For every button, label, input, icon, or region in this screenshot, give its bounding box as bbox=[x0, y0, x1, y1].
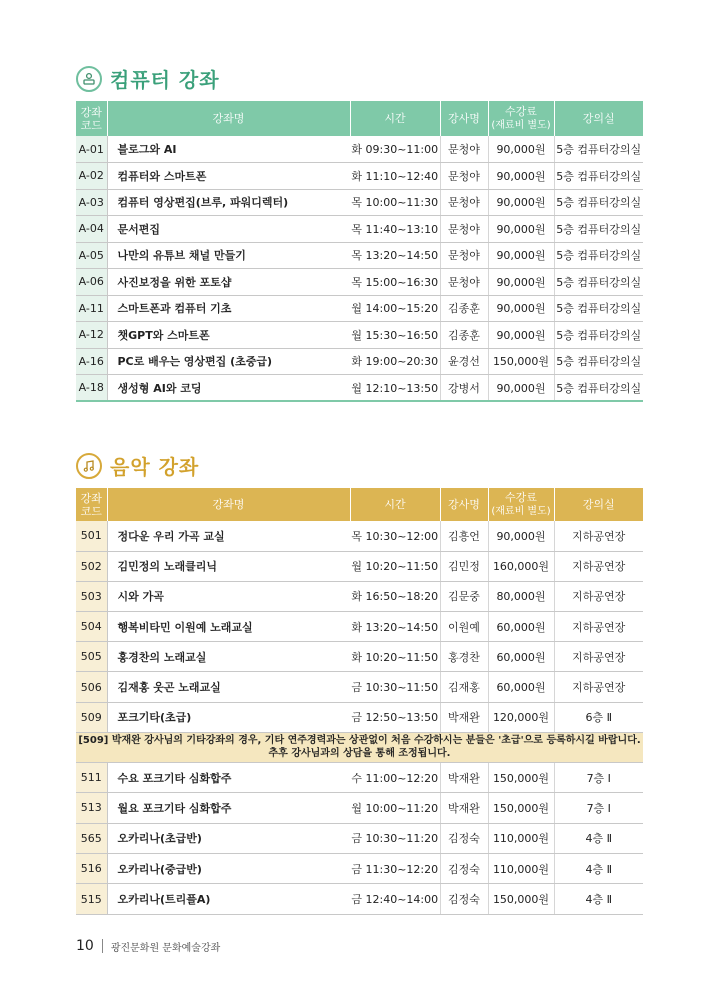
table-row bbox=[76, 189, 643, 216]
course-name: 스마트폰과 컴퓨터 기초 bbox=[107, 295, 350, 322]
course-time: 화 10:20~11:50 bbox=[350, 642, 440, 672]
course-room: 5층 컴퓨터강의실 bbox=[554, 375, 643, 402]
course-fee: 90,000원 bbox=[488, 189, 554, 216]
course-fee: 150,000원 bbox=[488, 762, 554, 792]
table-row bbox=[76, 295, 643, 322]
course-fee: 90,000원 bbox=[488, 322, 554, 349]
table-row bbox=[76, 269, 643, 296]
course-instructor: 이원예 bbox=[440, 612, 488, 642]
course-fee: 150,000원 bbox=[488, 348, 554, 375]
course-instructor: 김흥언 bbox=[440, 521, 488, 551]
course-name: 월요 포크기타 심화합주 bbox=[107, 793, 350, 823]
table-row bbox=[76, 216, 643, 243]
course-room: 5층 컴퓨터강의실 bbox=[554, 242, 643, 269]
table-row bbox=[76, 823, 643, 853]
course-code: A-18 bbox=[76, 375, 107, 402]
course-time: 화 13:20~14:50 bbox=[350, 612, 440, 642]
course-fee: 90,000원 bbox=[488, 216, 554, 243]
header-name: 강좌명 bbox=[107, 488, 350, 521]
table-row bbox=[76, 853, 643, 883]
course-fee: 90,000원 bbox=[488, 163, 554, 190]
course-room: 지하공연장 bbox=[554, 581, 643, 611]
course-room: 4층 Ⅱ bbox=[554, 823, 643, 853]
course-code: A-11 bbox=[76, 295, 107, 322]
table-row bbox=[76, 884, 643, 914]
course-name: 블로그와 AI bbox=[107, 136, 350, 163]
course-room: 지하공연장 bbox=[554, 642, 643, 672]
course-fee: 90,000원 bbox=[488, 521, 554, 551]
course-instructor: 김정숙 bbox=[440, 853, 488, 883]
music-course-table bbox=[76, 488, 643, 915]
course-time: 화 19:00~20:30 bbox=[350, 348, 440, 375]
header-instructor: 강사명 bbox=[440, 101, 488, 136]
course-room: 5층 컴퓨터강의실 bbox=[554, 269, 643, 296]
course-room: 지하공연장 bbox=[554, 612, 643, 642]
course-instructor: 박재완 bbox=[440, 762, 488, 792]
course-room: 5층 컴퓨터강의실 bbox=[554, 136, 643, 163]
course-room: 5층 컴퓨터강의실 bbox=[554, 295, 643, 322]
course-room: 4층 Ⅱ bbox=[554, 853, 643, 883]
course-fee: 90,000원 bbox=[488, 136, 554, 163]
computer-section-title: 컴퓨터 강좌 bbox=[110, 68, 220, 92]
course-time: 목 10:30~12:00 bbox=[350, 521, 440, 551]
note-text bbox=[76, 732, 643, 762]
course-code: 501 bbox=[76, 521, 107, 551]
course-name: 수요 포크기타 심화합주 bbox=[107, 762, 350, 792]
course-time: 화 11:10~12:40 bbox=[350, 163, 440, 190]
course-fee: 160,000원 bbox=[488, 551, 554, 581]
course-fee: 90,000원 bbox=[488, 242, 554, 269]
course-code: 515 bbox=[76, 884, 107, 914]
table-row bbox=[76, 702, 643, 732]
footer-divider bbox=[102, 939, 103, 953]
header-time: 시간 bbox=[350, 101, 440, 136]
course-name: 오카리나(초급반) bbox=[107, 823, 350, 853]
course-code: A-05 bbox=[76, 242, 107, 269]
table-row bbox=[76, 375, 643, 402]
table-header-row bbox=[76, 488, 643, 521]
course-time: 목 11:40~13:10 bbox=[350, 216, 440, 243]
course-time: 월 10:20~11:50 bbox=[350, 551, 440, 581]
course-instructor: 문청야 bbox=[440, 269, 488, 296]
course-room: 6층 Ⅱ bbox=[554, 702, 643, 732]
course-fee: 60,000원 bbox=[488, 672, 554, 702]
course-instructor: 김문중 bbox=[440, 581, 488, 611]
header-code: 강좌 코드 bbox=[76, 488, 107, 521]
course-fee: 60,000원 bbox=[488, 612, 554, 642]
course-room: 5층 컴퓨터강의실 bbox=[554, 322, 643, 349]
course-fee: 150,000원 bbox=[488, 793, 554, 823]
course-fee: 150,000원 bbox=[488, 884, 554, 914]
course-fee: 110,000원 bbox=[488, 853, 554, 883]
course-instructor: 문청야 bbox=[440, 136, 488, 163]
table-row bbox=[76, 136, 643, 163]
guitar-registration-note bbox=[76, 732, 643, 762]
course-code: 503 bbox=[76, 581, 107, 611]
course-name: 사진보정을 위한 포토샵 bbox=[107, 269, 350, 296]
course-room: 지하공연장 bbox=[554, 672, 643, 702]
course-instructor: 김재홍 bbox=[440, 672, 488, 702]
course-code: 505 bbox=[76, 642, 107, 672]
course-code: A-03 bbox=[76, 189, 107, 216]
course-room: 7층 Ⅰ bbox=[554, 793, 643, 823]
course-code: A-16 bbox=[76, 348, 107, 375]
person-at-computer-icon bbox=[76, 66, 102, 92]
table-row bbox=[76, 642, 643, 672]
course-name: 문서편집 bbox=[107, 216, 350, 243]
course-time: 금 11:30~12:20 bbox=[350, 853, 440, 883]
course-code: A-02 bbox=[76, 163, 107, 190]
header-code: 강좌 코드 bbox=[76, 101, 107, 136]
course-name: 컴퓨터 영상편집(브루, 파워디렉터) bbox=[107, 189, 350, 216]
table-row bbox=[76, 521, 643, 551]
footer-label: 광진문화원 문화예술강좌 bbox=[110, 942, 221, 954]
computer-section-header bbox=[76, 64, 220, 93]
course-time: 월 14:00~15:20 bbox=[350, 295, 440, 322]
course-room: 5층 컴퓨터강의실 bbox=[554, 216, 643, 243]
course-name: 챗GPT와 스마트폰 bbox=[107, 322, 350, 349]
course-time: 목 13:20~14:50 bbox=[350, 242, 440, 269]
table-row bbox=[76, 322, 643, 349]
course-instructor: 문청야 bbox=[440, 216, 488, 243]
table-row bbox=[76, 581, 643, 611]
course-fee: 90,000원 bbox=[488, 269, 554, 296]
course-code: 565 bbox=[76, 823, 107, 853]
table-row bbox=[76, 242, 643, 269]
course-code: 509 bbox=[76, 702, 107, 732]
course-instructor: 문청야 bbox=[440, 242, 488, 269]
table-header-row bbox=[76, 101, 643, 136]
course-name: 컴퓨터와 스마트폰 bbox=[107, 163, 350, 190]
course-room: 지하공연장 bbox=[554, 521, 643, 551]
course-code: 502 bbox=[76, 551, 107, 581]
course-instructor: 박재완 bbox=[440, 793, 488, 823]
header-name: 강좌명 bbox=[107, 101, 350, 136]
course-name: 나만의 유튜브 채널 만들기 bbox=[107, 242, 350, 269]
course-time: 금 12:40~14:00 bbox=[350, 884, 440, 914]
table-row bbox=[76, 612, 643, 642]
course-name: 홍경찬의 노래교실 bbox=[107, 642, 350, 672]
course-fee: 110,000원 bbox=[488, 823, 554, 853]
course-room: 7층 Ⅰ bbox=[554, 762, 643, 792]
note-line-1: [509] 박재완 강사님의 기타강좌의 경우, 기타 연주경력과는 상관없이 처음 수강하시는 분들은 '초급'으로 등록하시길 바랍니다. bbox=[78, 735, 641, 747]
course-instructor: 문청야 bbox=[440, 189, 488, 216]
course-code: 516 bbox=[76, 853, 107, 883]
music-section-title: 음악 강좌 bbox=[110, 455, 200, 479]
course-name: 행복비타민 이원예 노래교실 bbox=[107, 612, 350, 642]
table-row bbox=[76, 672, 643, 702]
course-name: 김민정의 노래클리닉 bbox=[107, 551, 350, 581]
page-number: 10 bbox=[76, 938, 94, 954]
course-name: 김재홍 웃곤 노래교실 bbox=[107, 672, 350, 702]
course-fee: 90,000원 bbox=[488, 375, 554, 402]
table-row bbox=[76, 762, 643, 792]
course-room: 5층 컴퓨터강의실 bbox=[554, 348, 643, 375]
course-name: 정다운 우리 가곡 교실 bbox=[107, 521, 350, 551]
header-instructor: 강사명 bbox=[440, 488, 488, 521]
course-time: 수 11:00~12:20 bbox=[350, 762, 440, 792]
course-fee: 60,000원 bbox=[488, 642, 554, 672]
course-instructor: 박재완 bbox=[440, 702, 488, 732]
course-room: 지하공연장 bbox=[554, 551, 643, 581]
course-name: 오카리나(트리플A) bbox=[107, 884, 350, 914]
music-note-icon bbox=[76, 453, 102, 479]
course-room: 5층 컴퓨터강의실 bbox=[554, 163, 643, 190]
music-section-header bbox=[76, 451, 199, 480]
table-row bbox=[76, 348, 643, 375]
course-time: 월 15:30~16:50 bbox=[350, 322, 440, 349]
course-time: 목 15:00~16:30 bbox=[350, 269, 440, 296]
table-row bbox=[76, 163, 643, 190]
course-room: 4층 Ⅱ bbox=[554, 884, 643, 914]
course-instructor: 강병서 bbox=[440, 375, 488, 402]
course-fee: 90,000원 bbox=[488, 295, 554, 322]
course-code: A-04 bbox=[76, 216, 107, 243]
course-instructor: 홍경찬 bbox=[440, 642, 488, 672]
note-line-2: 추후 강사님과의 상담을 통해 조정됩니다. bbox=[268, 748, 451, 760]
header-room: 강의실 bbox=[554, 488, 643, 521]
course-time: 금 10:30~11:50 bbox=[350, 672, 440, 702]
course-time: 월 10:00~11:20 bbox=[350, 793, 440, 823]
course-name: 생성형 AI와 코딩 bbox=[107, 375, 350, 402]
course-code: 506 bbox=[76, 672, 107, 702]
course-code: 504 bbox=[76, 612, 107, 642]
computer-course-table bbox=[76, 101, 643, 402]
course-code: 511 bbox=[76, 762, 107, 792]
header-time: 시간 bbox=[350, 488, 440, 521]
course-time: 화 16:50~18:20 bbox=[350, 581, 440, 611]
course-time: 목 10:00~11:30 bbox=[350, 189, 440, 216]
course-instructor: 김정숙 bbox=[440, 823, 488, 853]
course-fee: 120,000원 bbox=[488, 702, 554, 732]
course-name: 오카리나(중급반) bbox=[107, 853, 350, 883]
course-instructor: 김정숙 bbox=[440, 884, 488, 914]
course-code: A-06 bbox=[76, 269, 107, 296]
course-instructor: 문청야 bbox=[440, 163, 488, 190]
course-instructor: 윤경선 bbox=[440, 348, 488, 375]
header-fee: 수강료 (재료비 별도) bbox=[488, 488, 554, 521]
course-time: 금 12:50~13:50 bbox=[350, 702, 440, 732]
course-time: 금 10:30~11:20 bbox=[350, 823, 440, 853]
header-fee: 수강료 (재료비 별도) bbox=[488, 101, 554, 136]
course-time: 월 12:10~13:50 bbox=[350, 375, 440, 402]
course-code: A-12 bbox=[76, 322, 107, 349]
table-row bbox=[76, 551, 643, 581]
course-instructor: 김종훈 bbox=[440, 295, 488, 322]
course-instructor: 김민정 bbox=[440, 551, 488, 581]
course-instructor: 김종훈 bbox=[440, 322, 488, 349]
page-footer bbox=[76, 938, 220, 954]
course-code: 513 bbox=[76, 793, 107, 823]
course-name: 포크기타(초급) bbox=[107, 702, 350, 732]
header-room: 강의실 bbox=[554, 101, 643, 136]
course-code: A-01 bbox=[76, 136, 107, 163]
course-name: PC로 배우는 영상편집 (초중급) bbox=[107, 348, 350, 375]
course-name: 시와 가곡 bbox=[107, 581, 350, 611]
course-fee: 80,000원 bbox=[488, 581, 554, 611]
course-time: 화 09:30~11:00 bbox=[350, 136, 440, 163]
course-room: 5층 컴퓨터강의실 bbox=[554, 189, 643, 216]
table-row bbox=[76, 793, 643, 823]
